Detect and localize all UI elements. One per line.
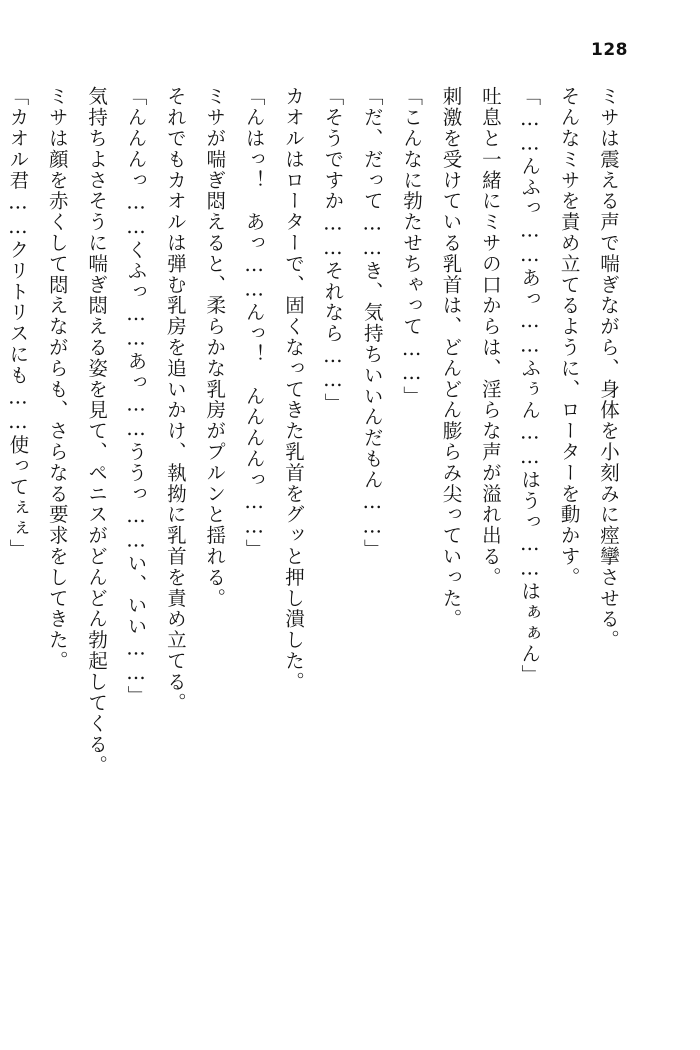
body-line: 「んんんっ……くふっ……あっ……ううっ……い、いい……」 [124, 86, 148, 707]
body-line: 「んはっ！ あっ……んっ！ んんんんっ……」 [242, 86, 266, 560]
body-line: そんなミサを責め立てるように、ローターを動かす。 [557, 86, 581, 588]
body-line: ミサは顔を赤くして悶えながらも、さらなる要求をしてきた。 [45, 86, 69, 672]
body-line: 気持ちよさそうに喘ぎ悶える姿を見て、ペニスがどんどん勃起してくる。 [85, 86, 109, 776]
body-line: 吐息と一緒にミサの口からは、淫らな声が溢れ出る。 [478, 86, 502, 588]
body-line: 「だ、だって……き、気持ちいいんだもん……」 [360, 86, 384, 560]
body-line: それでもカオルは弾む乳房を追いかけ、執拗に乳首を責め立てる。 [163, 86, 187, 713]
body-line: 刺激を受けている乳首は、どんどん膨らみ尖っていった。 [439, 86, 463, 630]
page-number: 128 [591, 40, 628, 60]
body-line: ミサは震える声で喘ぎながら、身体を小刻みに痙攣させる。 [597, 86, 620, 651]
body-line: 「こんなに勃たせちゃって……」 [400, 86, 424, 407]
vertical-text-body [6, 86, 628, 966]
body-line: 「カオル君……クリトリスにも……使ってぇぇ」 [6, 86, 30, 560]
body-line: カオルはローターで、固くなってきた乳首をグッと押し潰した。 [282, 86, 305, 693]
body-line: 「……んふっ……あっ……ふぅん……はうっ……はぁぁん」 [518, 86, 542, 686]
body-line: ミサが喘ぎ悶えると、柔らかな乳房がプルンと揺れる。 [203, 86, 227, 609]
body-line: 「そうですか……それなら……」 [321, 86, 345, 414]
